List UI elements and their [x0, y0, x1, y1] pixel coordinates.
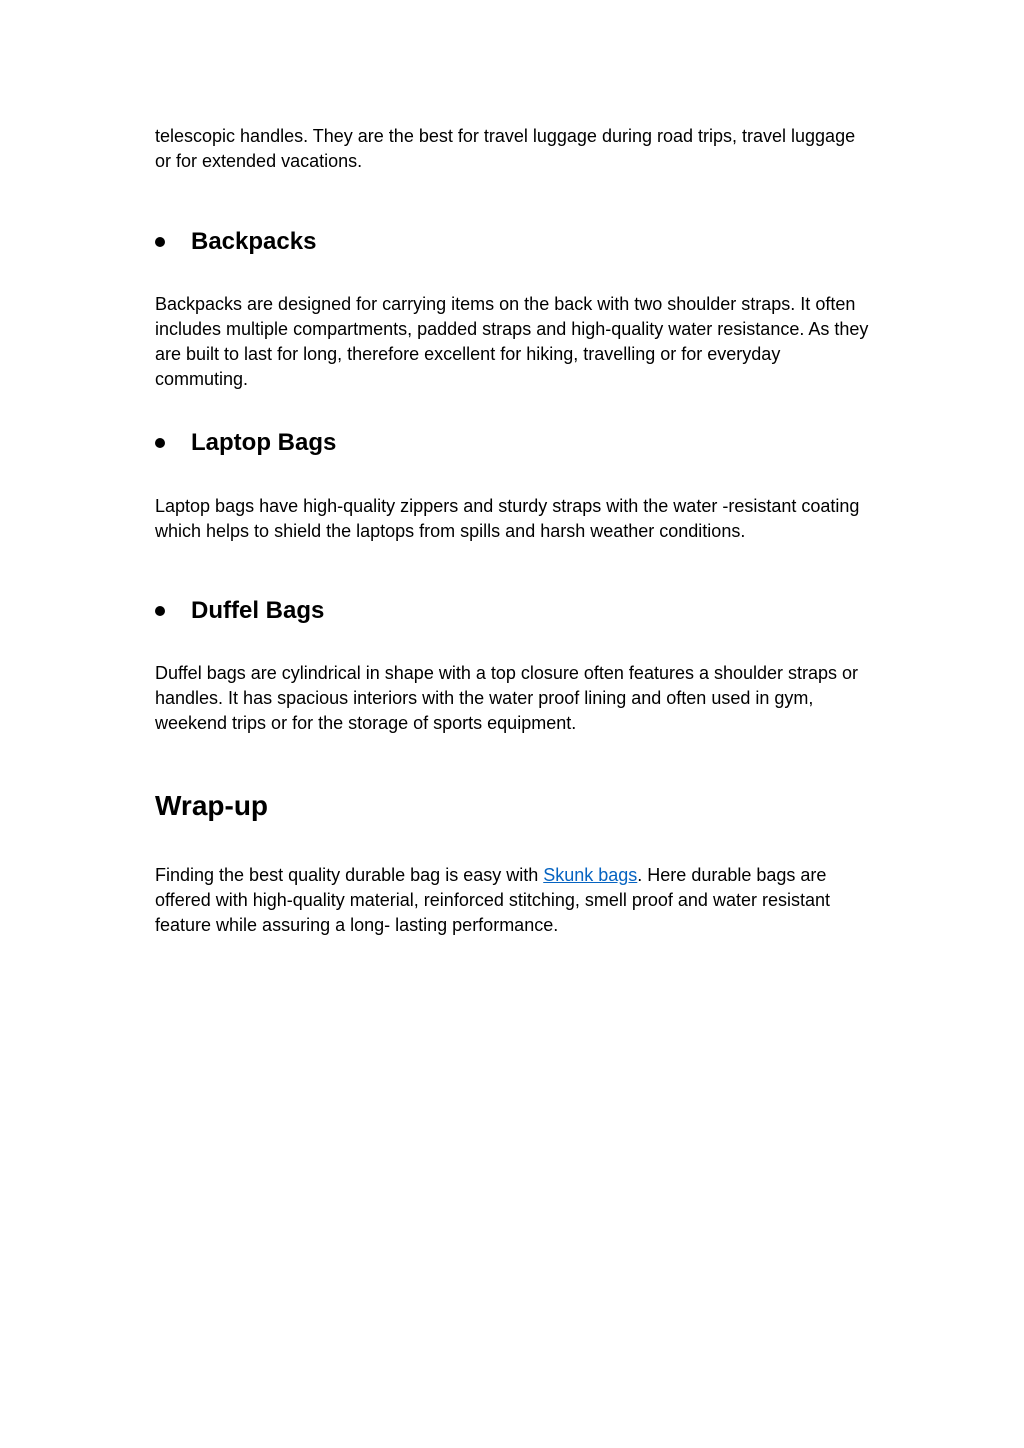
section-heading-laptop-bags: Laptop Bags [191, 429, 337, 456]
section-heading-duffel-bags: Duffel Bags [191, 597, 325, 624]
section-body-backpacks: Backpacks are designed for carrying items on the back with two shoulder straps. It often includes multiple compartments, padded straps and high-quality water resistance. As they are built to last for long, therefore excellent for hiking, travelling or for everyday commuting. [155, 294, 869, 389]
skunk-bags-link[interactable]: Skunk bags [543, 865, 638, 885]
bullet-icon [155, 438, 165, 448]
bullet-icon [155, 606, 165, 616]
section-heading-backpacks: Backpacks [191, 228, 317, 255]
section-body-laptop-bags: Laptop bags have high-quality zippers and sturdy straps with the water -resistant coating which helps to shield the laptops from spills and harsh weather conditions. [155, 496, 860, 541]
wrapup-paragraph [155, 863, 875, 938]
wrapup-text-start: Finding the best quality durable bag is easy with [155, 865, 544, 885]
section-body-duffel-bags: Duffel bags are cylindrical in shape with a top closure often features a shoulder straps or handles. It has spacious interiors with the water proof lining and often used in gym, weekend trips or for the storage of sports equipment. [155, 663, 859, 733]
wrapup-heading: Wrap-up [155, 790, 269, 821]
bullet-icon [155, 237, 165, 247]
intro-paragraph: telescopic handles. They are the best for travel luggage during road trips, travel luggage or for extended vacations. [155, 126, 856, 171]
wrapup-text-end: . Here durable bags are offered with high-quality material, reinforced stitching, smell proof and water resistant feature while assuring a long- lasting performance. [155, 865, 830, 935]
